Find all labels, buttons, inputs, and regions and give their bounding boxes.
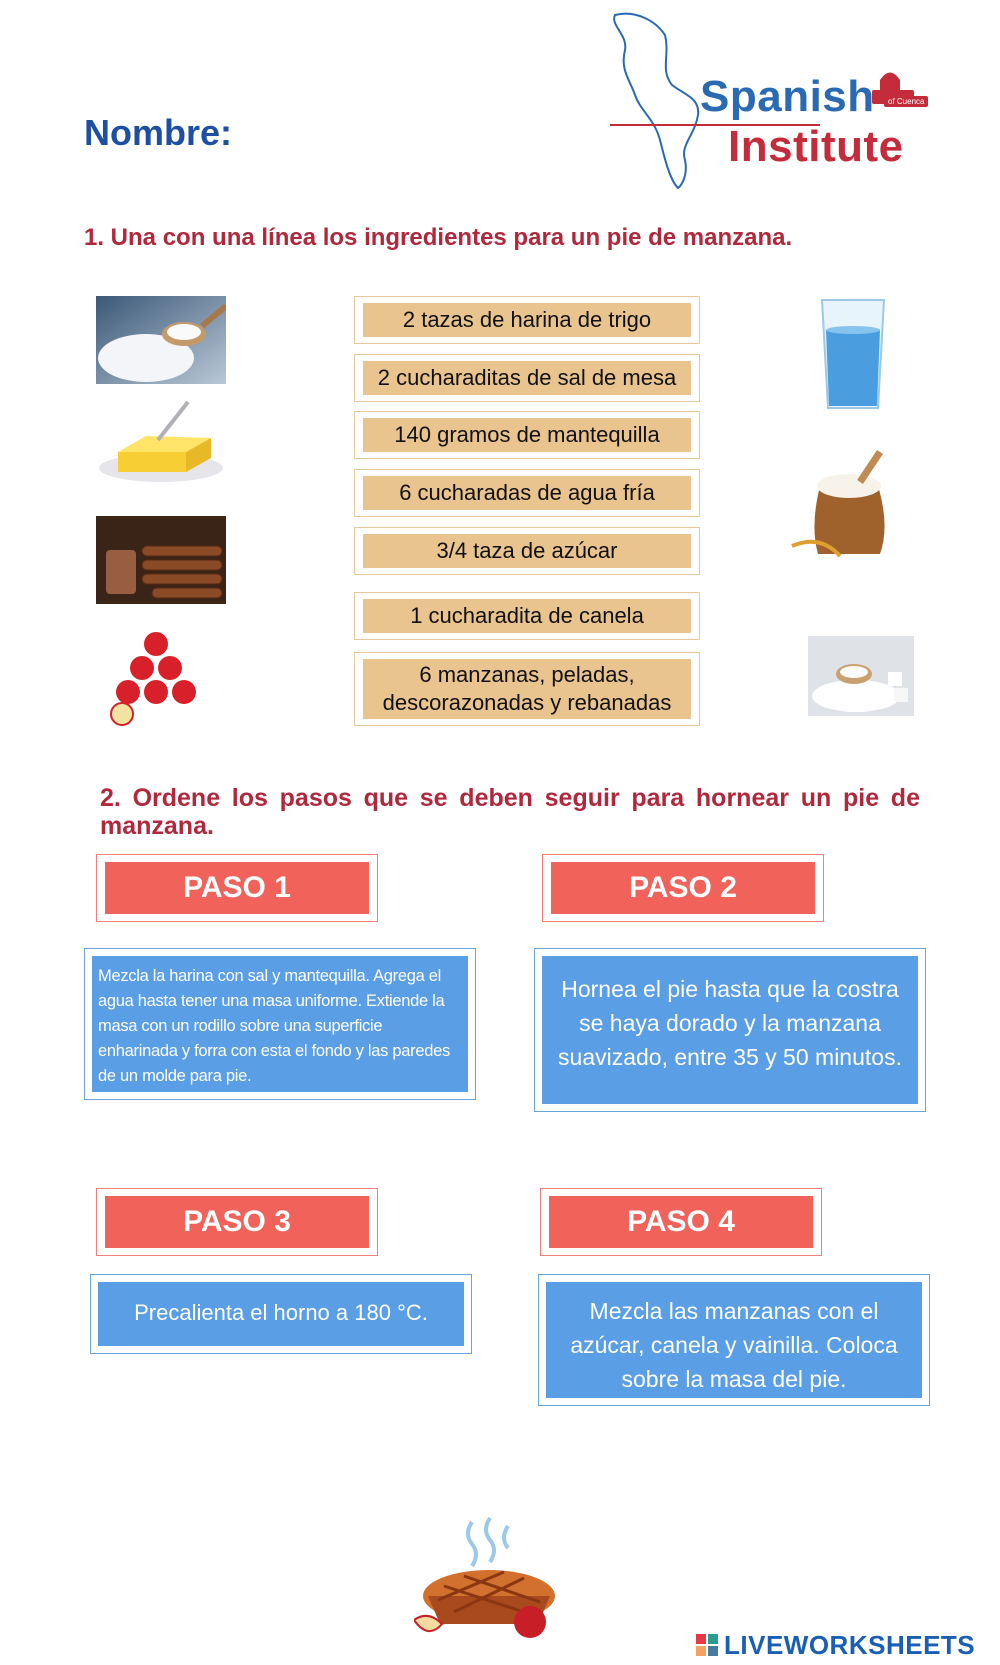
butter-image[interactable]	[96, 400, 226, 488]
ingredient-label: 2 tazas de harina de trigo	[363, 303, 691, 337]
logo-text-institute: Institute	[728, 122, 904, 171]
name-label: Nombre:	[84, 112, 233, 153]
apple-pie-image	[414, 1516, 564, 1646]
step-text: Mezcla la harina con sal y mantequilla. Agrega el agua hasta tener una masa uniforme. Extiende la masa con un rodillo sobre una superficie enharinada y forra con esta el fondo y las paredes de un molde para pie.	[92, 956, 468, 1092]
ingredient-box-water[interactable]	[354, 469, 700, 517]
paso-3-text-box[interactable]	[90, 1274, 472, 1354]
section2-title: 2. Ordene los pasos que se deben seguir para hornear un pie de manzana.	[100, 784, 920, 840]
ingredient-label: 6 cucharadas de agua fría	[363, 476, 691, 510]
logo-subtext: of Cuenca	[884, 96, 928, 107]
apples-image[interactable]	[106, 628, 206, 728]
step-text: Precalienta el horno a 180 °C.	[98, 1282, 464, 1346]
paso-1-header	[96, 854, 378, 922]
paso-2-header	[542, 854, 824, 922]
ingredient-box-cinnamon[interactable]	[354, 592, 700, 640]
ingredient-label: 1 cucharadita de canela	[363, 599, 691, 633]
ingredient-box-sugar[interactable]	[354, 527, 700, 575]
step-text: Hornea el pie hasta que la costra se haya dorado y la manzana suavizado, entre 35 y 50 minutos.	[542, 956, 918, 1104]
ingredient-box-apples[interactable]	[354, 652, 700, 726]
liveworksheets-logo-icon	[696, 1634, 718, 1656]
ingredient-box-flour[interactable]	[354, 296, 700, 344]
salt-spoon-image[interactable]	[96, 296, 226, 384]
paso-label: PASO 4	[549, 1196, 813, 1248]
paso-4-header	[540, 1188, 822, 1256]
cinnamon-image[interactable]	[96, 516, 226, 604]
ingredient-box-salt[interactable]	[354, 354, 700, 402]
ingredient-label: 140 gramos de mantequilla	[363, 418, 691, 452]
step-text: Mezcla las manzanas con el azúcar, canela y vainilla. Coloca sobre la masa del pie.	[546, 1282, 922, 1398]
sugar-image[interactable]	[808, 636, 914, 716]
ingredient-label: 2 cucharaditas de sal de mesa	[363, 361, 691, 395]
ingredient-box-butter[interactable]	[354, 411, 700, 459]
logo-text-spanish: Spanish	[700, 72, 875, 121]
paso-label: PASO 3	[105, 1196, 369, 1248]
flour-sack-image[interactable]	[790, 446, 900, 566]
ingredient-label: 3/4 taza de azúcar	[363, 534, 691, 568]
paso-4-text-box[interactable]	[538, 1274, 930, 1406]
water-glass-image[interactable]	[818, 296, 888, 412]
paso-1-text-box[interactable]	[84, 948, 476, 1100]
section1-title: 1. Una con una línea los ingredientes para un pie de manzana.	[84, 224, 793, 251]
ingredient-label: 6 manzanas, peladas, descorazonadas y rebanadas	[363, 659, 691, 719]
paso-label: PASO 1	[105, 862, 369, 914]
paso-2-text-box[interactable]	[534, 948, 926, 1112]
footer-brand[interactable]: LIVEWORKSHEETS	[724, 1630, 976, 1660]
paso-label: PASO 2	[551, 862, 815, 914]
paso-3-header	[96, 1188, 378, 1256]
